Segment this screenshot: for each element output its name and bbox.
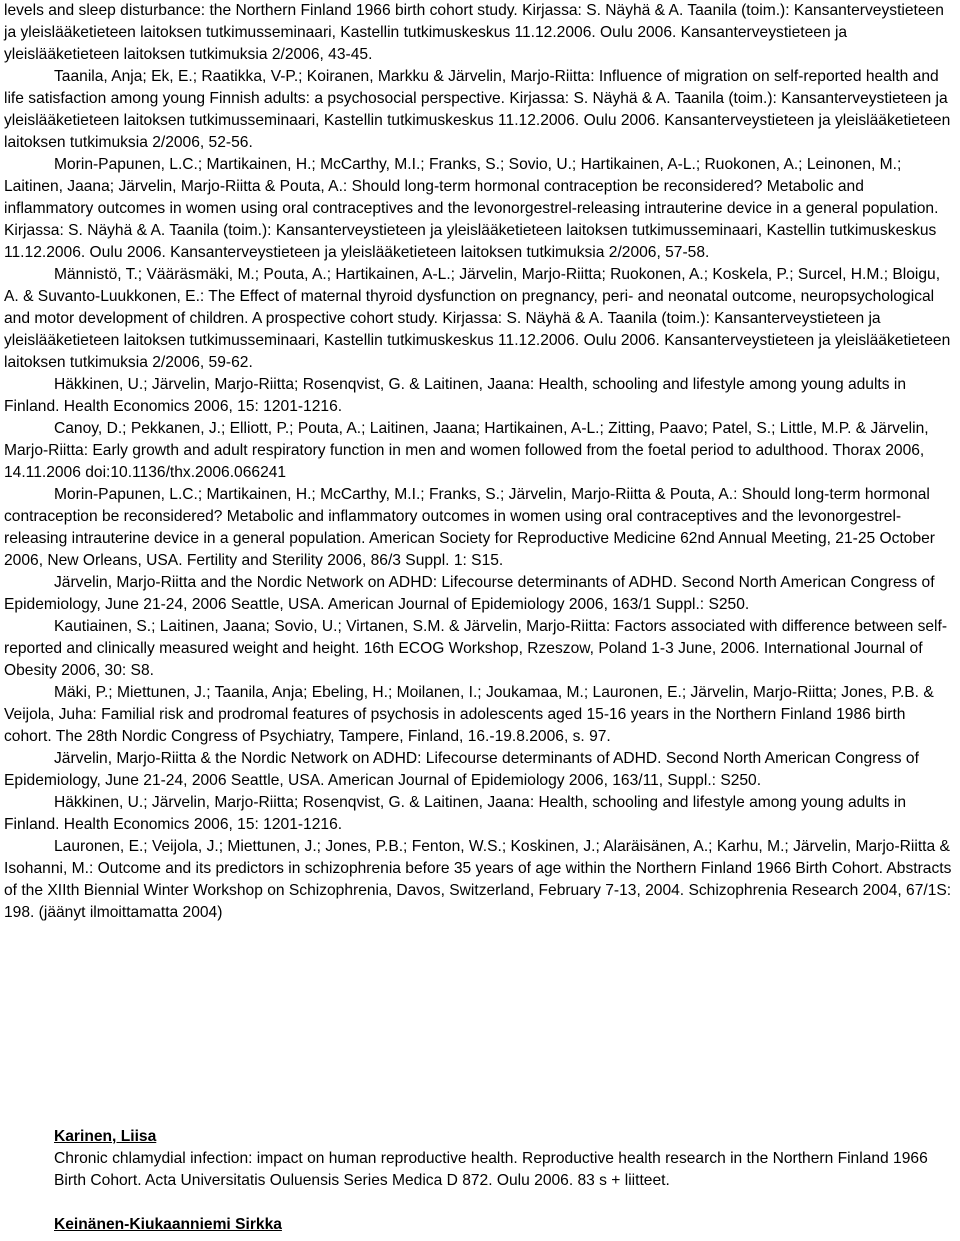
reference-entry: Morin-Papunen, L.C.; Martikainen, H.; McCarthy, M.I.; Franks, S.; Sovio, U.; Hartikainen, A-L.; Ruokonen, A.; Leinonen, M.; Laitinen, Jaana; Järvelin, Marjo-Riitta & Pouta, A.: Should long-term hormonal contraception be reconsidered? Metabolic and inflammatory outcomes in women using oral contraceptives and the levonorgestrel-releasing intrauterine device in a general population. Kirjassa: S. Näyhä & A. Taanila (toim.): Kansanterveystieteen ja yleislääketieteen laitoksen tutkimusseminaari, Kastellin tutkimuskeskus 11.12.2006. Oulu 2006. Kansanterveystieteen ja yleislääketieteen laitoksen tutkimuksia 2/2006, 57-58. <box>4 156 939 261</box>
author-publication: Chronic chlamydial infection: impact on human reproductive health. Reproductive health research in the Northern Finland 1966 Birth Cohort. Acta Universitatis Ouluensis Series Medica D 872. Oulu 2006. 83 s + liitteet. <box>54 1150 928 1189</box>
reference-entry: Häkkinen, U.; Järvelin, Marjo-Riitta; Rosenqvist, G. & Laitinen, Jaana: Health, schooling and lifestyle among young adults in Finland. Health Economics 2006, 15: 1201-1216. <box>4 376 907 415</box>
reference-entry: levels and sleep disturbance: the Northern Finland 1966 birth cohort study. Kirjassa: S. Näyhä & A. Taanila (toim.): Kansanterveystieteen ja yleislääketieteen laitoksen tutkimusseminaari, Kastellin tutkimuskeskus 11.12.2006. Oulu 2006. Kansanterveystieteen ja yleislääketieteen laitoksen tutkimuksia 2/2006, 43-45. <box>4 2 944 63</box>
reference-entry: Morin-Papunen, L.C.; Martikainen, H.; McCarthy, M.I.; Franks, S.; Järvelin, Marjo-Riitta & Pouta, A.: Should long-term hormonal contraception be reconsidered? Metabolic and inflammatory outcomes in women using oral contraceptives and the levonorgestrel-releasing intrauterine device in a general population. American Society for Reproductive Medicine 62nd Annual Meeting, 21-25 October 2006, New Orleans, USA. Fertility and Sterility 2006, 86/3 Suppl. 1: S15. <box>4 486 935 569</box>
author-heading: Keinänen-Kiukaanniemi Sirkka <box>54 1216 282 1233</box>
reference-entry: Kautiainen, S.; Laitinen, Jaana; Sovio, U.; Virtanen, S.M. & Järvelin, Marjo-Riitta: Factors associated with difference between self-reported and clinically measured weight and height. 16th ECOG Workshop, Rzeszow, Poland 1-3 June, 2006. International Journal of Obesity 2006, 30: S8. <box>4 618 948 679</box>
author-section <box>54 1214 954 1236</box>
reference-entry: Lauronen, E.; Veijola, J.; Miettunen, J.; Jones, P.B.; Fenton, W.S.; Koskinen, J.; Alaräisänen, A.; Karhu, M.; Järvelin, Marjo-Riitta & Isohanni, M.: Outcome and its predictors in schizophrenia before 35 years of age within the Northern Finland 1966 Birth Cohort. Abstracts of the XIIth Biennial Winter Workshop on Schizophrenia, Davos, Switzerland, February 7-13, 2004. Schizophrenia Research 2004, 67/1S: 198. (jäänyt ilmoittamatta 2004) <box>4 838 952 921</box>
reference-entry: Männistö, T.; Vääräsmäki, M.; Pouta, A.; Hartikainen, A-L.; Järvelin, Marjo-Riitta; Ruokonen, A.; Koskela, P.; Surcel, H.M.; Bloigu, A. & Suvanto-Luukkonen, E.: The Effect of maternal thyroid dysfunction on pregnancy, peri- and neonatal outcome, neuropsychological and motor development of children. A prospective cohort study. Kirjassa: S. Näyhä & A. Taanila (toim.): Kansanterveystieteen ja yleislääketieteen laitoksen tutkimusseminaari, Kastellin tutkimuskeskus 11.12.2006. Oulu 2006. Kansanterveystieteen ja yleislääketieteen laitoksen tutkimuksia 2/2006, 59-62. <box>4 266 951 371</box>
reference-entry: Häkkinen, U.; Järvelin, Marjo-Riitta; Rosenqvist, G. & Laitinen, Jaana: Health, schooling and lifestyle among young adults in Finland. Health Economics 2006, 15: 1201-1216. <box>4 794 907 833</box>
reference-entry: Canoy, D.; Pekkanen, J.; Elliott, P.; Pouta, A.; Laitinen, Jaana; Hartikainen, A-L.; Zitting, Paavo; Patel, S.; Little, M.P. & Järvelin, Marjo-Riitta: Early growth and adult respiratory function in men and women followed from the foetal period to adulthood. Thorax 2006, 14.11.2006 doi:10.1136/thx.2006.066241 <box>4 420 929 481</box>
reference-entry: Järvelin, Marjo-Riitta & the Nordic Network on ADHD: Lifecourse determinants of ADHD. Second North American Congress of Epidemiology, June 21-24, 2006 Seattle, USA. American Journal of Epidemiology 2006, 163/11, Suppl.: S250. <box>4 750 919 789</box>
author-heading: Karinen, Liisa <box>54 1128 157 1145</box>
author-section <box>54 1126 954 1192</box>
reference-entry: Mäki, P.; Miettunen, J.; Taanila, Anja; Ebeling, H.; Moilanen, I.; Joukamaa, M.; Lauronen, E.; Järvelin, Marjo-Riitta; Jones, P.B. & Veijola, Juha: Familial risk and prodromal features of psychosis in adolescents aged 15-16 years in the Northern Finland 1986 birth cohort. The 28th Nordic Congress of Psychiatry, Tampere, Finland, 16.-19.8.2006, s. 97. <box>4 684 934 745</box>
reference-entry: Taanila, Anja; Ek, E.; Raatikka, V-P.; Koiranen, Markku & Järvelin, Marjo-Riitta: Influence of migration on self-reported health and life satisfaction among young Finnish adults: a psychosocial perspective. Kirjassa: S. Näyhä & A. Taanila (toim.): Kansanterveystieteen ja yleislääketieteen laitoksen tutkimusseminaari, Kastellin tutkimuskeskus 11.12.2006. Oulu 2006. Kansanterveystieteen ja yleislääketieteen laitoksen tutkimuksia 2/2006, 52-56. <box>4 68 951 151</box>
reference-list <box>4 0 954 924</box>
reference-entry: Järvelin, Marjo-Riitta and the Nordic Network on ADHD: Lifecourse determinants of ADHD. Second North American Congress of Epidemiology, June 21-24, 2006 Seattle, USA. American Journal of Epidemiology 2006, 163/1 Suppl.: S250. <box>4 574 935 613</box>
